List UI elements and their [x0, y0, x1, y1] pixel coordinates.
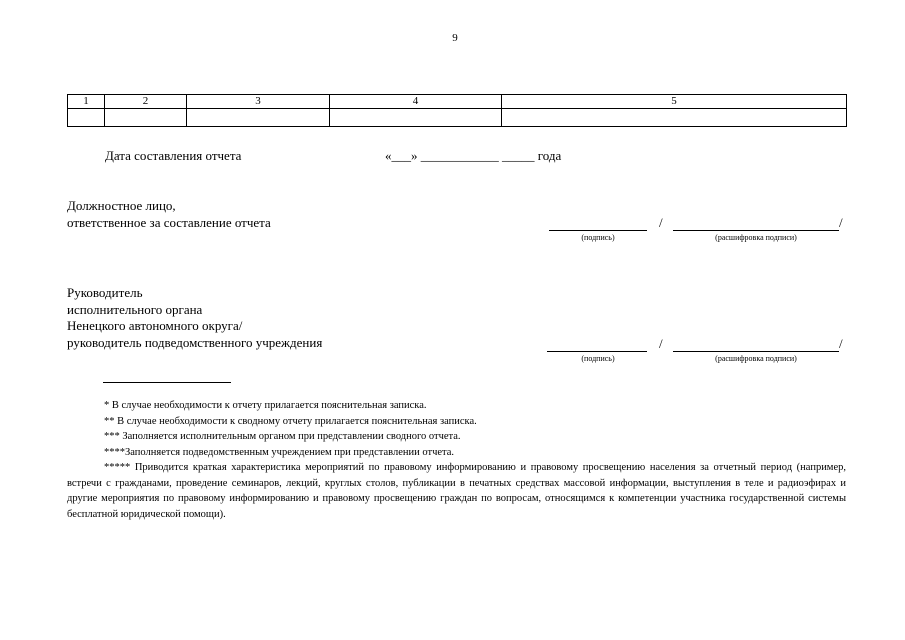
table-cell[interactable] — [330, 109, 502, 127]
official-signature-caption: (подпись) — [581, 233, 615, 242]
head-slash-end: / — [839, 336, 843, 351]
table-header-cell: 3 — [187, 95, 330, 109]
head-signature-caption: (подпись) — [581, 354, 615, 363]
footnote-4: ****Заполняется подведомственным учреждением при представлении отчета. — [104, 446, 455, 458]
table-cell[interactable] — [187, 109, 330, 127]
table-cell[interactable] — [502, 109, 847, 127]
report-table — [67, 94, 847, 127]
head-title-line: исполнительного органа — [67, 301, 203, 317]
report-date-label: Дата составления отчета — [105, 148, 242, 163]
footnote-5: ***** Приводится краткая характеристика мероприятий по правовому информированию и правовому просвещению населения за отчетный период (например, встречи с гражданами, проведение семинаров, лекций, круглых столов, публикации в печатных средствах массовой информации, выступления в теле и радиоэфирах и другие мероприятия по правовому информированию и правовому просвещению граждан по вопросам, относящимся к компетенции участника государственной системы бесплатной юридической помощи). — [67, 462, 846, 520]
head-title — [67, 285, 322, 351]
head-title-line: Ненецкого автономного округа/ — [67, 318, 243, 333]
table-cell[interactable] — [68, 109, 105, 127]
head-title-line: руководитель подведомственного учреждения — [67, 334, 323, 350]
footnote-1: * В случае необходимости к отчету прилагается пояснительная записка. — [104, 400, 427, 411]
official-title — [67, 198, 271, 231]
official-title-line: Должностное лицо, — [67, 198, 176, 213]
table-row — [68, 109, 847, 127]
official-decryption-line[interactable] — [673, 230, 839, 231]
head-slash: / — [659, 336, 663, 351]
table-header-cell: 5 — [502, 95, 847, 109]
head-title-line: Руководитель — [67, 285, 143, 300]
official-slash: / — [659, 215, 663, 230]
footnote-2: ** В случае необходимости к сводному отчету прилагается пояснительная записка. — [104, 415, 477, 427]
head-decryption-caption: (расшифровка подписи) — [715, 354, 797, 363]
official-title-line: ответственное за составление отчета — [67, 214, 271, 230]
table-cell[interactable] — [105, 109, 187, 127]
official-slash-end: / — [839, 215, 843, 230]
table-header-cell: 1 — [68, 95, 105, 109]
table-header-cell: 4 — [330, 95, 502, 109]
report-date-field[interactable]: «___» ____________ _____ года — [385, 148, 562, 163]
table-header-cell: 2 — [105, 95, 187, 109]
official-decryption-caption: (расшифровка подписи) — [715, 233, 797, 242]
footnote-3: *** Заполняется исполнительным органом при представлении сводного отчета. — [104, 431, 461, 442]
table-header-row — [68, 95, 847, 109]
head-decryption-line[interactable] — [673, 351, 839, 352]
footnotes — [67, 398, 846, 522]
footnote-separator — [103, 382, 231, 383]
official-signature-line[interactable] — [549, 230, 647, 231]
page-number: 9 — [452, 32, 458, 44]
head-signature-line[interactable] — [547, 351, 647, 352]
